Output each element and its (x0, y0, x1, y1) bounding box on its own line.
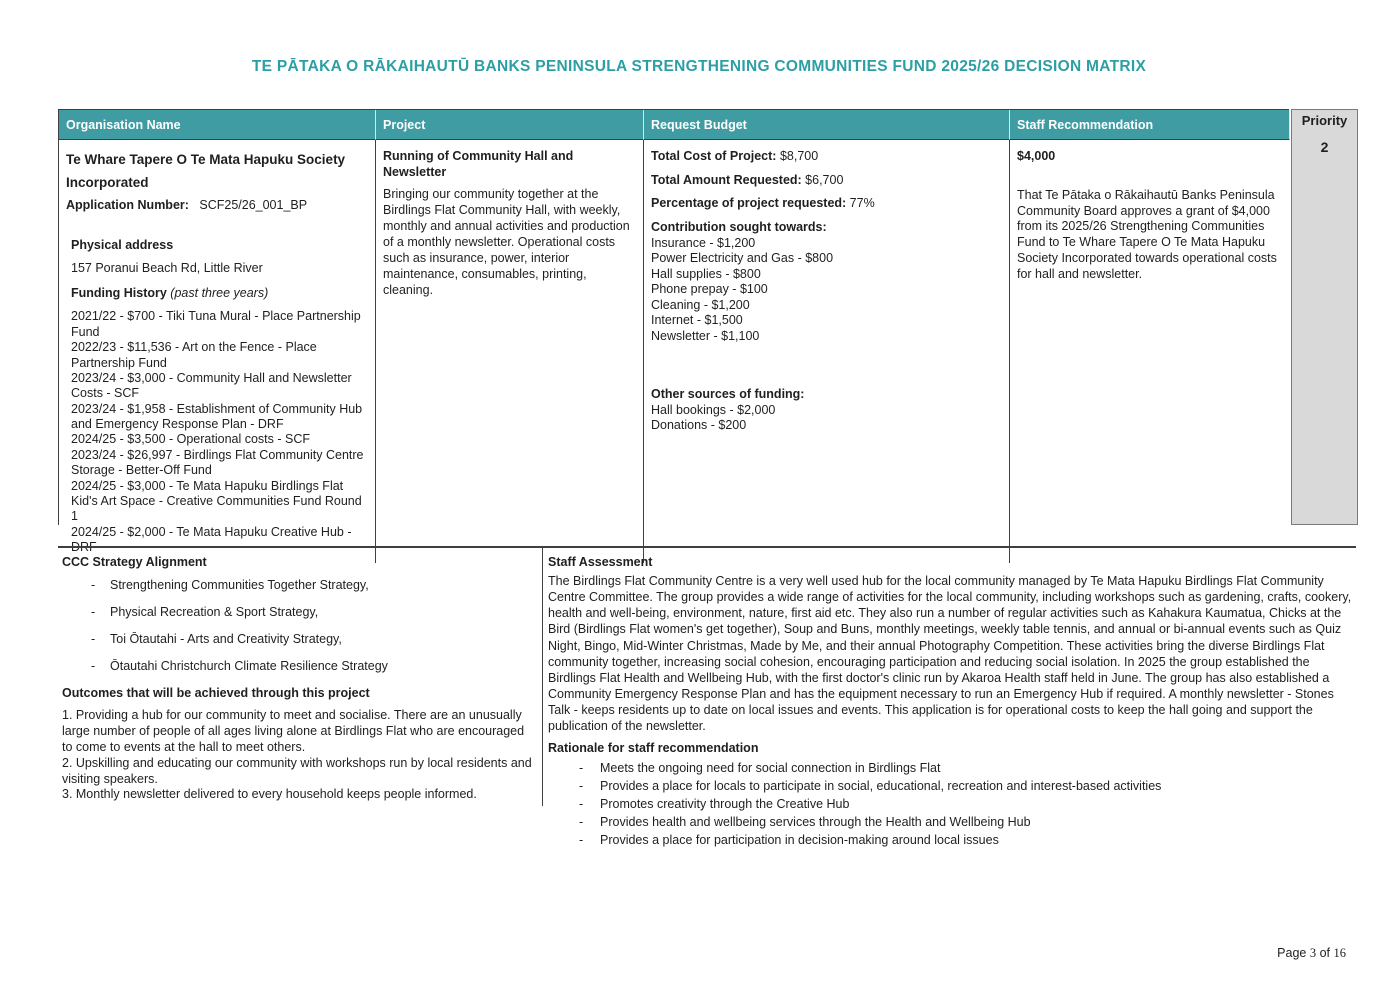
funding-history-list (71, 309, 367, 555)
column-header-budget: Request Budget (644, 110, 1010, 140)
physical-address-value: 157 Poranui Beach Rd, Little River (71, 261, 263, 276)
rationale-title: Rationale for staff recommendation (548, 741, 759, 756)
other-source-item: Hall bookings - $2,000 (651, 402, 776, 417)
percentage-line (651, 196, 1001, 212)
project-description: Bringing our community together at the Birdlings Flat Community Hall, with weekly, monthly and annual activities and production of a monthly newsletter. Operational costs such as insurance, power, interior maintenance, consumables, printing, cleaning. (383, 187, 630, 297)
rationale-item: - Meets the ongoing need for social connection in Birdlings Flat (548, 761, 1358, 776)
contribution-item: Newsletter - $1,100 (651, 328, 760, 343)
page-label: Page (1277, 946, 1307, 960)
project-title: Running of Community Hall and Newsletter (383, 149, 574, 179)
physical-address-label: Physical address (71, 237, 174, 252)
organisation-cell (59, 140, 376, 563)
rationale-list (548, 761, 1358, 848)
rationale-item: - Provides health and wellbeing services through the Health and Wellbeing Hub (548, 815, 1358, 830)
total-pages: 16 (1333, 946, 1346, 960)
contribution-item: Hall supplies - $800 (651, 266, 761, 281)
organisation-name: Te Whare Tapere O Te Mata Hapuku Society Incorporated (66, 152, 346, 190)
total-cost-value: $8,700 (776, 149, 819, 163)
rationale-item: - Promotes creativity through the Creative Hub (548, 797, 1358, 812)
outcome-item: 2. Upskilling and educating our community with workshops run by local residents and visiting speakers. (62, 755, 532, 786)
total-requested-label: Total Amount Requested: (651, 172, 802, 187)
ccc-strategy-title: CCC Strategy Alignment (62, 555, 207, 569)
funding-history-heading (71, 286, 367, 302)
funding-history-entry: 2023/24 - $26,997 - Birdlings Flat Community Centre Storage - Better-Off Fund (71, 447, 364, 478)
outcomes-title: Outcomes that will be achieved through this project (62, 686, 370, 700)
funding-history-label: Funding History (71, 285, 167, 300)
page-footer (1277, 946, 1346, 961)
strategy-alignment-panel (62, 555, 532, 803)
contribution-item: Phone prepay - $100 (651, 282, 768, 296)
total-requested-line (651, 173, 1001, 189)
funding-history-note: (past three years) (166, 285, 269, 300)
staff-recommendation-cell (1010, 140, 1290, 563)
rationale-item: - Provides a place for participation in decision-making around local issues (548, 833, 1358, 848)
application-number-value: SCF25/26_001_BP (199, 197, 308, 212)
recommended-amount: $4,000 (1017, 149, 1056, 163)
section-divider-horizontal (58, 546, 1356, 548)
percentage-label: Percentage of project requested: (651, 196, 847, 211)
funding-history-entry: 2023/24 - $3,000 - Community Hall and Newsletter Costs - SCF (71, 370, 352, 401)
funding-history-entry: 2024/25 - $3,500 - Operational costs - SCF (71, 432, 311, 447)
page-number: 3 (1309, 946, 1317, 960)
contribution-item: Power Electricity and Gas - $800 (651, 251, 834, 265)
rationale-item: - Provides a place for locals to participate in social, educational, recreation and interest-based activities (548, 779, 1358, 794)
outcomes-list (62, 708, 532, 803)
application-number-label: Application Number: (66, 197, 189, 212)
strategy-item: - Physical Recreation & Sport Strategy, (62, 605, 532, 619)
decision-matrix-table (58, 109, 1289, 554)
contribution-item: Insurance - $1,200 (651, 235, 756, 250)
column-header-staff-recommendation: Staff Recommendation (1010, 110, 1290, 140)
application-number (66, 198, 367, 214)
outcome-item: 1. Providing a hub for our community to meet and socialise. There are an unusually large number of people of all ages living alone at Birdlings Flat who are encouraged to come to events at the hall to meet others. (62, 708, 525, 754)
contribution-label: Contribution sought towards: (651, 219, 827, 234)
strategy-item: - Toi Ōtautahi - Arts and Creativity Strategy, (62, 632, 532, 646)
other-sources-label: Other sources of funding: (651, 387, 805, 401)
column-header-project: Project (376, 110, 644, 140)
page-title: TE PĀTAKA O RĀKAIHAUTŪ BANKS PENINSULA STRENGTHENING COMMUNITIES FUND 2025/26 DECISION MATRIX (251, 58, 1147, 75)
organisation-details (71, 238, 367, 556)
recommendation-text: That Te Pātaka o Rākaihautū Banks Peninsula Community Board approves a grant of $4,000 from its 2025/26 Strengthening Communities Fund to Te Whare Tapere O Te Mata Hapuku Society Incorporated towards operational costs for hall and newsletter. (1017, 187, 1277, 281)
priority-column (1291, 109, 1358, 525)
other-source-item: Donations - $200 (651, 418, 747, 433)
project-cell (376, 140, 644, 563)
budget-cell (644, 140, 1010, 563)
funding-history-entry: 2023/24 - $1,958 - Establishment of Community Hub and Emergency Response Plan - DRF (71, 401, 363, 431)
contribution-item: Cleaning - $1,200 (651, 297, 750, 312)
contribution-list (651, 236, 1001, 345)
priority-value: 2 (1320, 139, 1329, 155)
column-header-organisation: Organisation Name (59, 110, 376, 140)
strategy-item: - Strengthening Communities Together Strategy, (62, 578, 532, 592)
staff-assessment-panel (548, 555, 1358, 851)
total-cost-line (651, 149, 1001, 165)
total-cost-label: Total Cost of Project: (651, 149, 777, 163)
funding-history-entry: 2022/23 - $11,536 - Art on the Fence - Place Partnership Fund (71, 340, 317, 370)
section-divider-vertical (542, 548, 543, 806)
other-sources-list (651, 403, 1001, 434)
staff-assessment-title: Staff Assessment (548, 555, 653, 569)
of-label: of (1319, 946, 1331, 960)
percentage-value: 77% (846, 196, 875, 211)
funding-history-entry: 2024/25 - $3,000 - Te Mata Hapuku Birdlings Flat Kid's Art Space - Creative Communities Fund Round 1 (71, 478, 362, 524)
strategy-item: - Ōtautahi Christchurch Climate Resilience Strategy (62, 659, 532, 673)
funding-history-entry: 2024/25 - $2,000 - Te Mata Hapuku Creative Hub - DRF (71, 524, 352, 554)
priority-header: Priority (1301, 113, 1348, 128)
funding-history-entry: 2021/22 - $700 - Tiki Tuna Mural - Place Partnership Fund (71, 309, 361, 339)
total-requested-value: $6,700 (801, 172, 844, 187)
staff-assessment-text: The Birdlings Flat Community Centre is a very well used hub for the local community managed by Te Mata Hapuku Birdlings Flat Community Centre Committee. The group provides a wide range of activities for the local community, including workshops such as gardening, crafts, cookery, health and well-being, environment, nature, first aid etc. They also run a number of regular activities such as Kahakura Kaumatua, Chicks at the Bird (Birdlings Flat women's get together), Soup and Buns, monthly meetings, weekly table tennis, and annual or bi-annual events such as Quiz Night, Bingo, Mid-Winter Christmas, Made by Me, and their annual Photography Competition. These activities bring the diverse Birdlings Flat community together, increasing social cohesion, encouraging participation and reducing social isolation. In 2025 the group established the Birdlings Flat Health and Wellbeing Hub, with the first doctor's clinic run by Akaroa Health staff held in June. The group has also established a Community Emergency Response Plan and has the equipment necessary to run an Emergency Hub if required. A monthly newsletter - Stones Talk - keeps residents up to date on local issues and events. This application is for operational costs to keep the hall going and support the publication of the newsletter. (548, 574, 1352, 734)
ccc-strategy-list (62, 578, 532, 673)
contribution-item: Internet - $1,500 (651, 313, 743, 327)
outcome-item: 3. Monthly newsletter delivered to every household keeps people informed. (62, 787, 477, 802)
